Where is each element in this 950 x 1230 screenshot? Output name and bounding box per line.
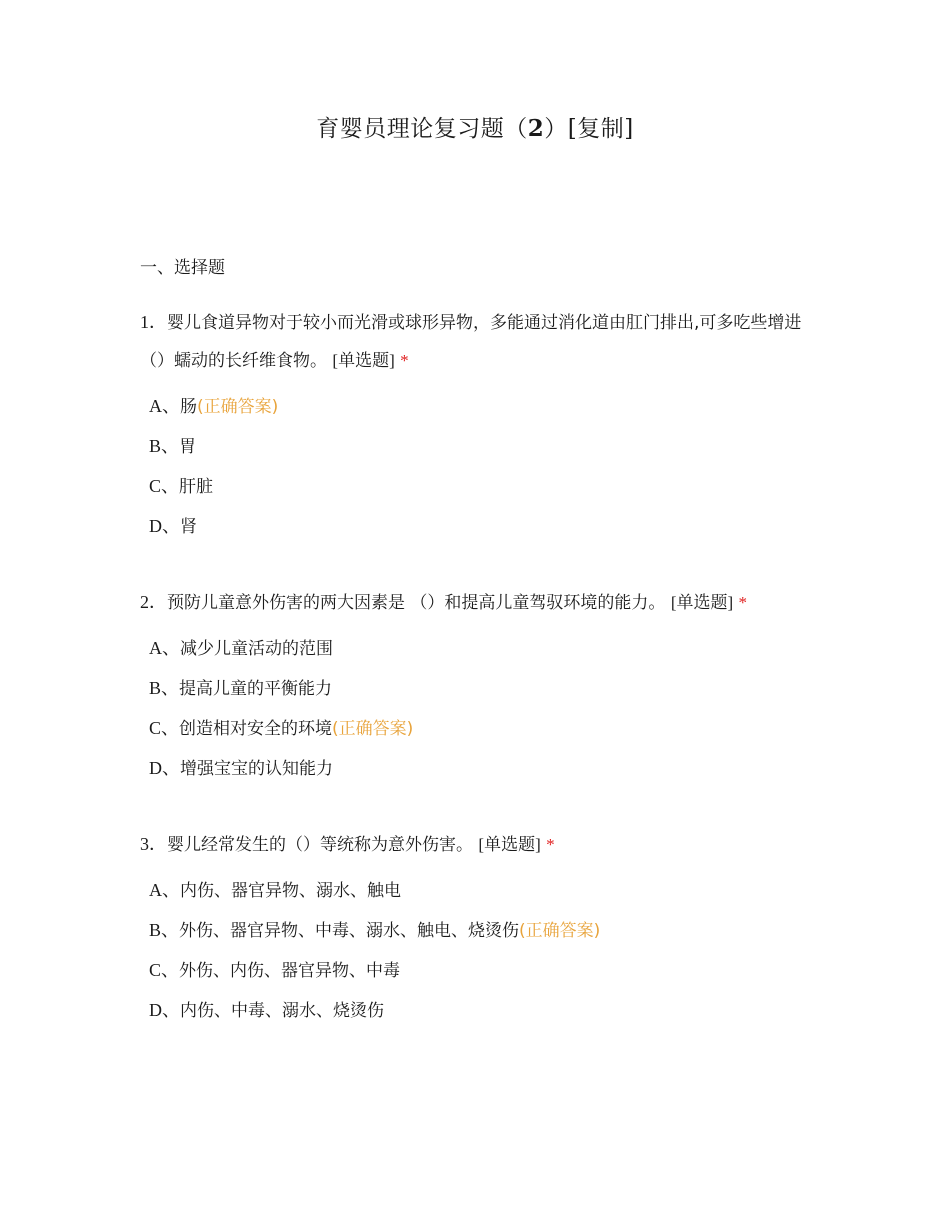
question-text: 预防儿童意外伤害的两大因素是 （）和提高儿童驾驭环境的能力。 (167, 593, 666, 613)
option-letter: A、 (149, 396, 180, 416)
question-text: 婴儿经常发生的（）等统称为意外伤害。 (167, 835, 473, 855)
option-text: 外伤、内伤、器官异物、中毒 (179, 961, 401, 981)
option-letter: B、 (149, 678, 180, 698)
option-c[interactable] (149, 950, 820, 990)
option-a[interactable] (149, 386, 820, 426)
question-stem (140, 584, 820, 622)
option-b[interactable] (149, 668, 820, 708)
question-type: [单选题] (332, 351, 395, 370)
question-number: 2． (140, 592, 167, 612)
title-number: 2 (527, 115, 545, 142)
question-number: 3． (140, 834, 167, 854)
option-text: 肝脏 (179, 477, 214, 497)
option-letter: D、 (149, 758, 180, 778)
option-d[interactable] (149, 506, 820, 546)
option-letter: C、 (149, 960, 180, 980)
section-heading: 一、选择题 (140, 258, 225, 278)
option-letter: A、 (149, 880, 180, 900)
question-3 (140, 826, 820, 1030)
question-text: 婴儿食道异物对于较小而光滑或球形异物，多能通过消化道由肛门排出,可多吃些增进（）蠕动的长纤维食物。 (140, 313, 802, 371)
option-text: 内伤、中毒、溺水、烧烫伤 (180, 1001, 384, 1021)
option-text: 外伤、器官异物、中毒、溺水、触电、烧烫伤 (179, 921, 520, 941)
option-text: 肾 (180, 517, 197, 537)
correct-answer-marker: (正确答案) (332, 719, 414, 739)
option-letter: D、 (149, 516, 180, 536)
required-mark: * (738, 593, 748, 612)
option-letter: A、 (149, 638, 180, 658)
required-mark: * (400, 351, 409, 370)
option-list (140, 386, 820, 546)
option-text: 内伤、器官异物、溺水、触电 (180, 881, 401, 901)
option-text: 创造相对安全的环境 (179, 719, 333, 739)
option-list (140, 870, 820, 1030)
option-text: 增强宝宝的认知能力 (180, 759, 333, 779)
question-stem (140, 826, 820, 864)
correct-answer-marker: (正确答案) (197, 397, 279, 417)
option-text: 提高儿童的平衡能力 (179, 679, 333, 699)
question-2 (140, 584, 820, 788)
option-text: 肠 (180, 397, 197, 417)
question-type: [单选题] (670, 593, 734, 612)
option-letter: D、 (149, 1000, 180, 1020)
option-c[interactable] (149, 466, 820, 506)
option-letter: B、 (149, 920, 180, 940)
option-b[interactable] (149, 910, 820, 950)
option-letter: B、 (149, 436, 180, 456)
correct-answer-marker: (正确答案) (519, 921, 601, 941)
option-c[interactable] (149, 708, 820, 748)
question-stem (140, 304, 820, 380)
option-list (140, 628, 820, 788)
title-prefix: 育婴员理论复习题（ (316, 116, 528, 142)
option-d[interactable] (149, 748, 820, 788)
required-mark: * (546, 835, 555, 854)
title-suffix: ）[复制] (544, 116, 634, 142)
option-b[interactable] (149, 426, 820, 466)
question-type: [单选题] (478, 835, 541, 854)
option-letter: C、 (149, 476, 180, 496)
option-text: 胃 (179, 437, 197, 457)
option-a[interactable] (149, 628, 820, 668)
page-title (0, 110, 950, 143)
option-letter: C、 (149, 718, 180, 738)
option-text: 减少儿童活动的范围 (180, 639, 333, 659)
question-number: 1． (140, 312, 167, 332)
question-1 (140, 304, 820, 546)
option-d[interactable] (149, 990, 820, 1030)
option-a[interactable] (149, 870, 820, 910)
